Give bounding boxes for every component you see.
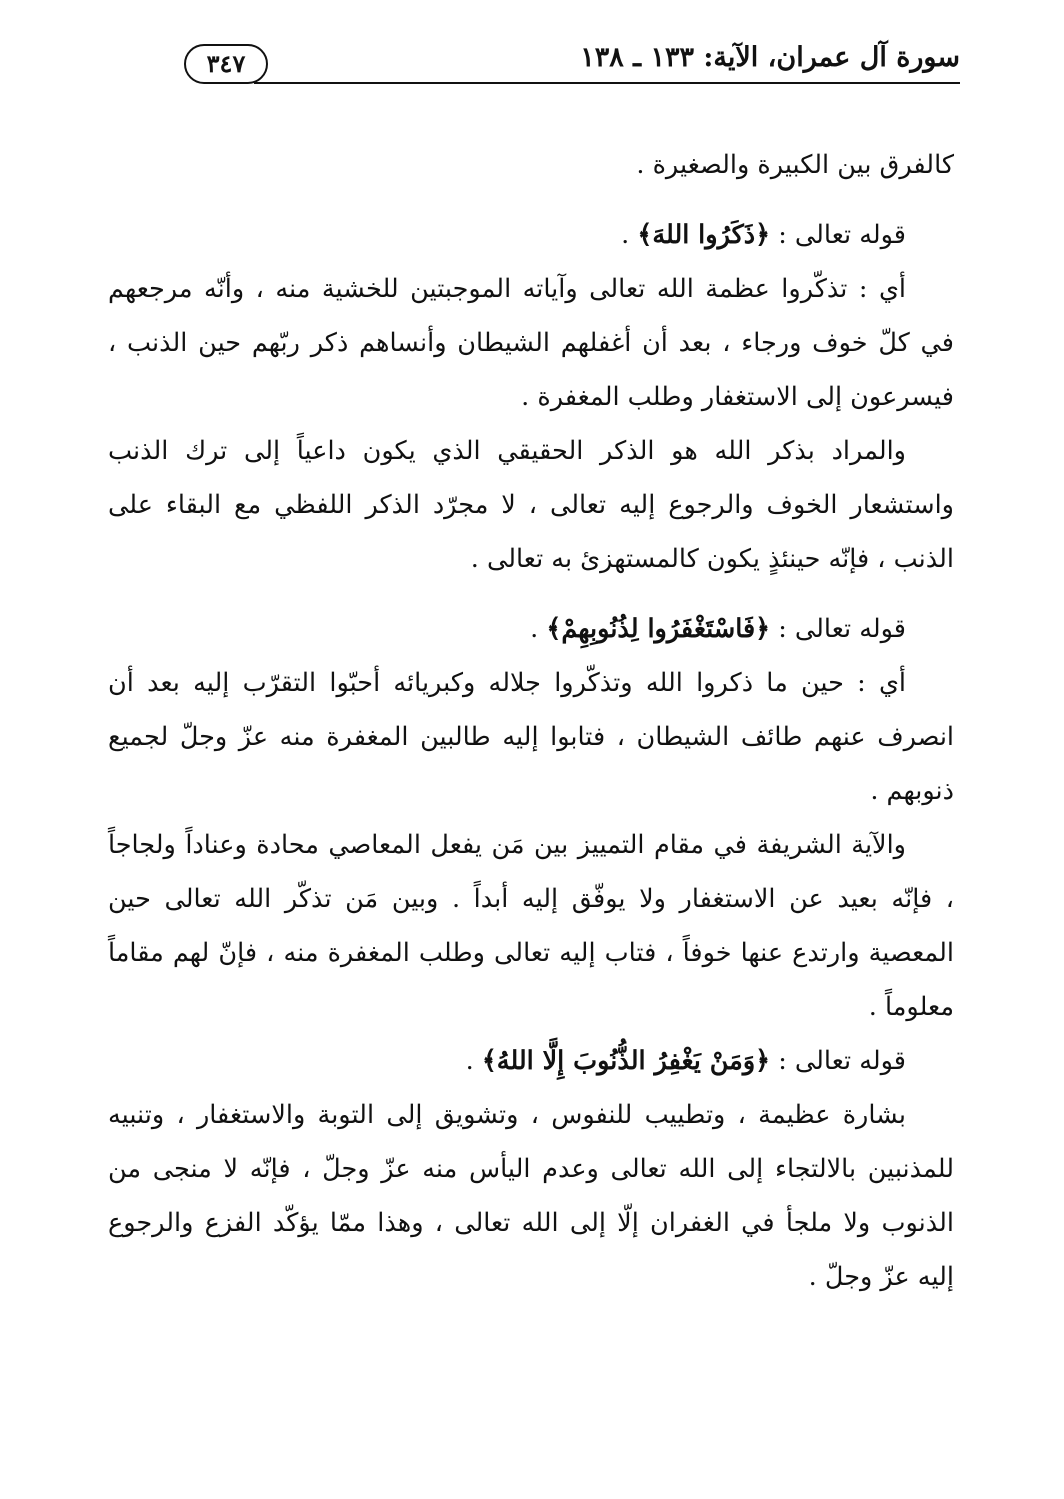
verse-heading-1 xyxy=(108,208,954,262)
page-number-badge: ٣٤٧ xyxy=(184,44,268,84)
quran-quote: ﴿وَمَنْ يَغْفِرُ الذُّنُوبَ إِلَّا اللهُ﴾ xyxy=(481,1046,771,1076)
paragraph-4: والمراد بذكر الله هو الذكر الحقيقي الذي يكون داعياً إلى ترك الذنب واستشعار الخوف والرجوع إليه تعالى ، لا مجرّد الذكر اللفظي مع البقاء على الذنب ، فإنّه حينئذٍ يكون كالمستهزئ به تعالى . xyxy=(108,436,954,574)
verse-heading-prefix: قوله تعالى : xyxy=(770,1046,906,1076)
verse-heading-suffix: . xyxy=(621,220,638,250)
paragraph-7: والآية الشريفة في مقام التمييز بين مَن يفعل المعاصي محادة وعناداً ولجاجاً ، فإنّه بعيد عن الاستغفار ولا يوفّق إليه أبداً . وبين مَن تذكّر الله تعالى حين المعصية وارتدع عنها خوفاً ، فتاب إليه تعالى وطلب المغفرة منه ، فإنّ لهم مقاماً معلوماً . xyxy=(108,830,954,1022)
quran-quote: ﴿ذَكَرُوا اللهَ﴾ xyxy=(637,220,771,250)
verse-heading-prefix: قوله تعالى : xyxy=(770,614,906,644)
verse-heading-2 xyxy=(108,602,954,656)
verse-heading-3 xyxy=(108,1034,954,1088)
header-rule xyxy=(254,82,960,84)
verse-heading-prefix: قوله تعالى : xyxy=(770,220,906,250)
page-header xyxy=(104,38,960,88)
running-title: سورة آل عمران، الآية: ١٣٣ ـ ١٣٨ xyxy=(580,42,960,73)
verse-heading-suffix: . xyxy=(530,614,547,644)
quran-quote: ﴿فَاسْتَغْفَرُوا لِذُنُوبِهِمْ﴾ xyxy=(546,614,771,644)
verse-heading-suffix: . xyxy=(465,1046,482,1076)
page-body xyxy=(108,138,954,1304)
paragraph-9: بشارة عظيمة ، وتطييب للنفوس ، وتشويق إلى التوبة والاستغفار ، وتنبيه للمذنبين بالالتجاء إلى الله تعالى وعدم اليأس منه عزّ وجلّ ، فإنّه لا منجى من الذنوب ولا ملجأ في الغفران إلّا إلى الله تعالى ، وهذا ممّا يؤكّد الفزع والرجوع إليه عزّ وجلّ . xyxy=(108,1100,954,1292)
paragraph-6: أي : حين ما ذكروا الله وتذكّروا جلاله وكبريائه أحبّوا التقرّب إليه بعد أن انصرف عنهم طائف الشيطان ، فتابوا إليه طالبين المغفرة منه عزّ وجلّ لجميع ذنوبهم . xyxy=(108,668,954,806)
paragraph-1: كالفرق بين الكبيرة والصغيرة . xyxy=(636,150,954,180)
paragraph-3: أي : تذكّروا عظمة الله تعالى وآياته الموجبتين للخشية منه ، وأنّه مرجعهم في كلّ خوف ورجاء ، بعد أن أغفلهم الشيطان وأنساهم ذكر ربّهم حين الذنب ، فيسرعون إلى الاستغفار وطلب المغفرة . xyxy=(108,274,954,412)
